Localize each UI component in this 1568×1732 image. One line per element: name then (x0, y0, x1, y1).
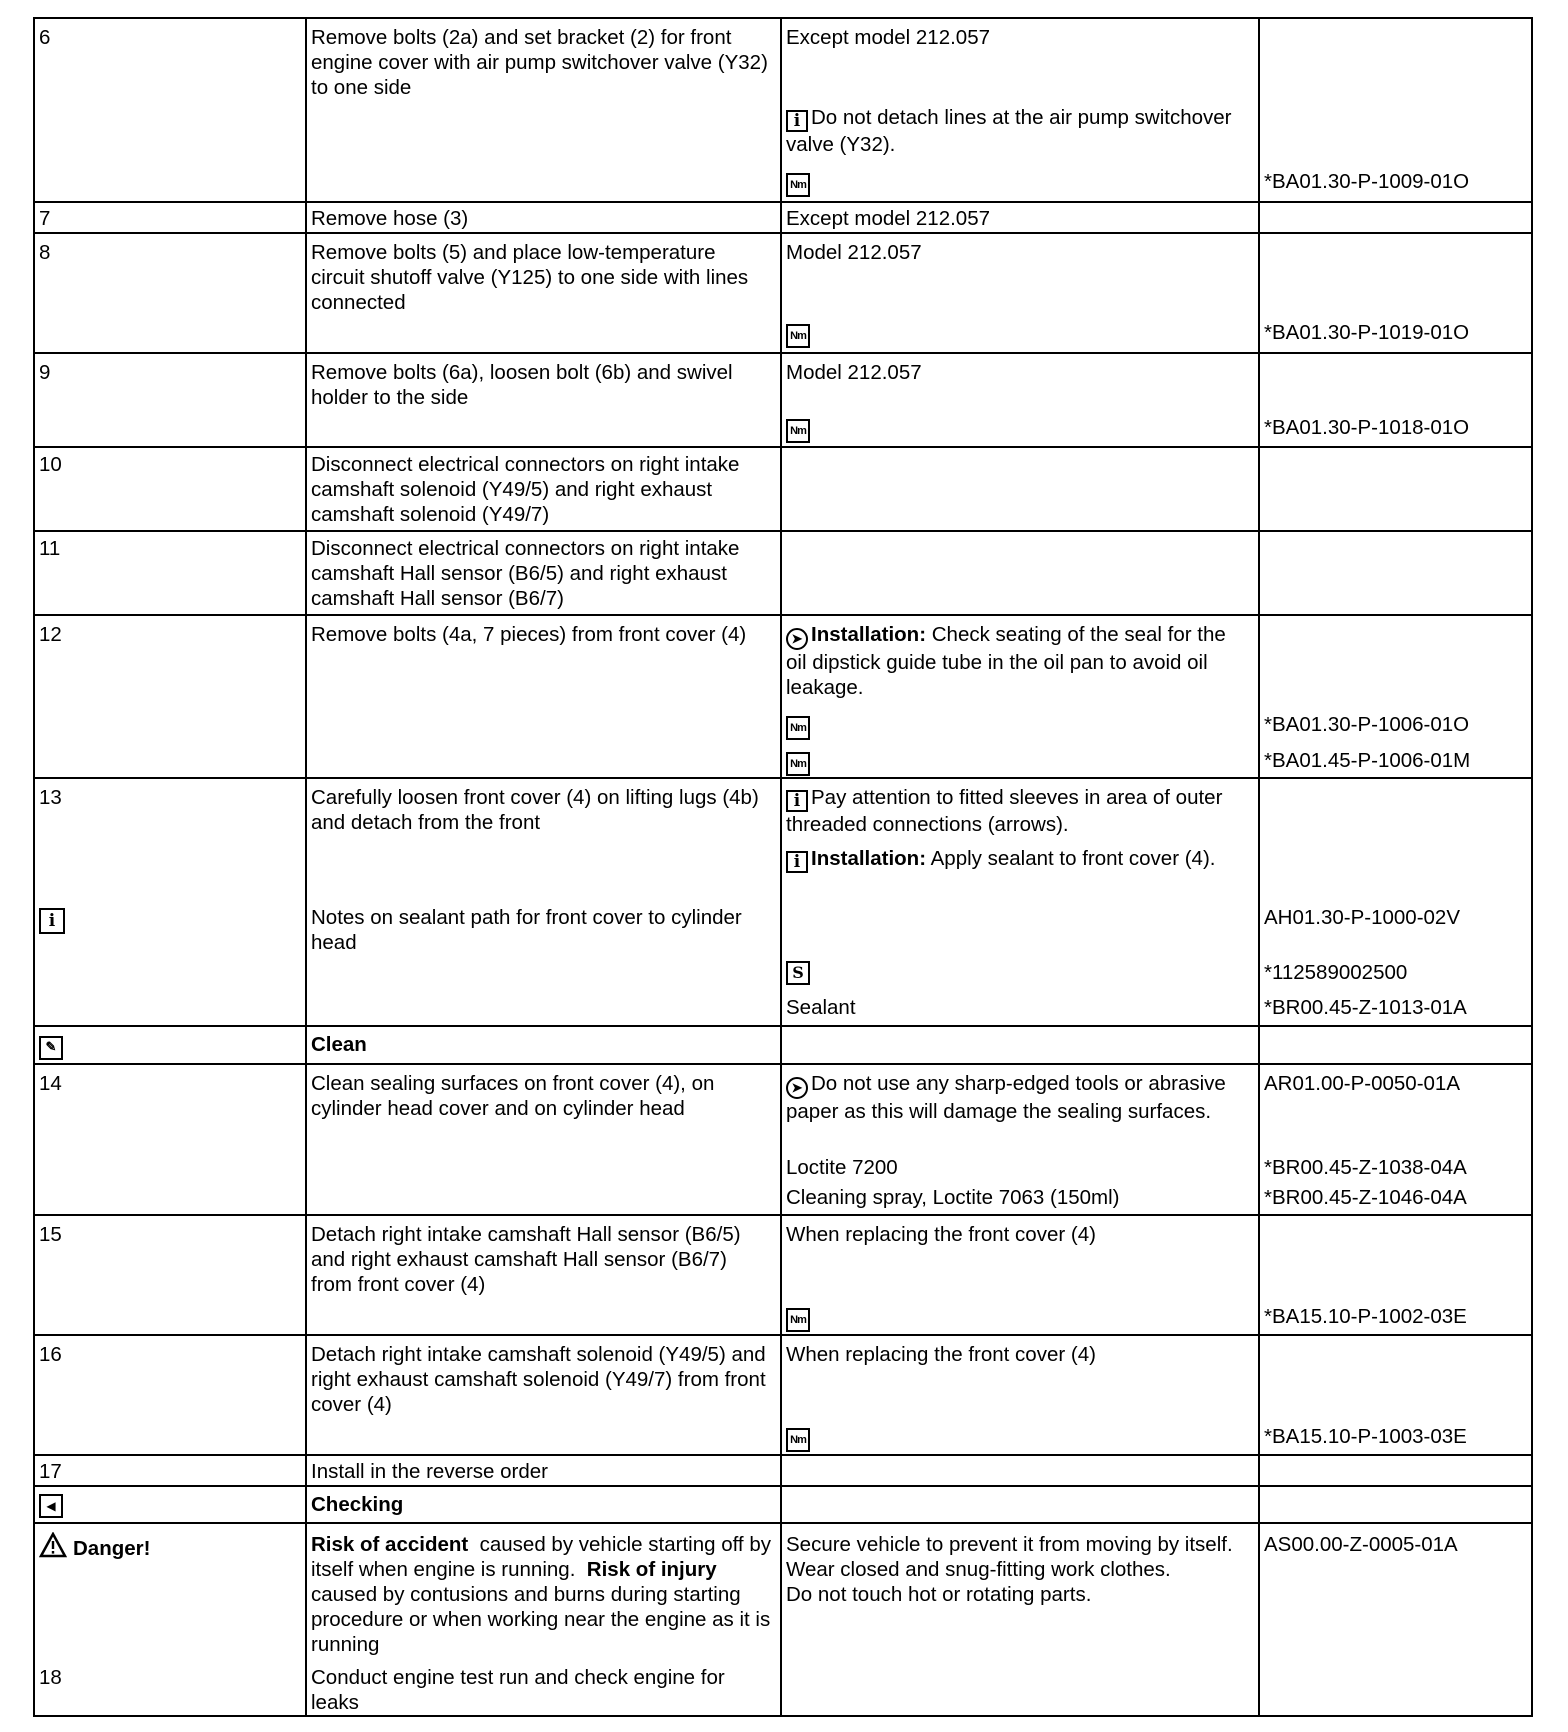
table-row (33, 1216, 1533, 1336)
material-text: Loctite 7200 (786, 1156, 898, 1179)
torque-icon[interactable]: Nm (786, 1308, 810, 1332)
reference-link[interactable]: *BA01.30-P-1009-01O (1264, 170, 1470, 193)
reference-link[interactable]: *BA01.45-P-1006-01M (1264, 749, 1471, 772)
action-text: Remove bolts (4a, 7 pieces) from front cover (4) (311, 623, 747, 646)
condition-text: Except model 212.057 (786, 207, 990, 230)
risk-label: Risk of injury (586, 1558, 717, 1581)
info-icon: i (786, 848, 808, 873)
reference-link[interactable]: *BA01.30-P-1006-01O (1264, 713, 1470, 736)
step-number: 18 (39, 1666, 62, 1689)
warning-triangle-icon (39, 1532, 67, 1564)
condition-text: When replacing the front cover (4) (786, 1343, 1096, 1366)
table-row (33, 17, 1533, 203)
step-number: 10 (39, 453, 62, 476)
info-icon: i (786, 787, 808, 812)
table-row (33, 1065, 1533, 1216)
torque-icon[interactable]: Nm (786, 716, 810, 740)
note-text: Pay attention to fitted sleeves in area of outer threaded connections (arrows). (786, 786, 1223, 836)
material-text: Sealant (786, 996, 856, 1019)
section-heading-row (33, 1027, 1533, 1065)
installation-label: Installation: (811, 623, 927, 646)
table-row (33, 1336, 1533, 1456)
risk-text: caused by vehicle starting off by itself when engine is running. (311, 1533, 771, 1581)
attention-icon: ➤ (786, 624, 808, 650)
reference-link[interactable]: *BR00.45-Z-1046-04A (1264, 1186, 1467, 1209)
reference-link[interactable]: AR01.00-P-0050-01A (1264, 1072, 1461, 1095)
step-number: 16 (39, 1343, 62, 1366)
reference-link[interactable]: *112589002500 (1264, 961, 1408, 984)
torque-icon[interactable]: Nm (786, 173, 810, 197)
action-text: Remove bolts (2a) and set bracket (2) for front engine cover with air pump switchover valve (Y32) to one side (311, 26, 768, 99)
condition-text: Model 212.057 (786, 361, 922, 384)
reference-link[interactable]: AH01.30-P-1000-02V (1264, 906, 1461, 929)
reference-link[interactable]: AS00.00-Z-0005-01A (1264, 1533, 1458, 1556)
condition-text: Model 212.057 (786, 241, 922, 264)
step-number: 15 (39, 1223, 62, 1246)
step-number: 8 (39, 241, 51, 264)
clean-icon: ✎ (39, 1036, 63, 1060)
table-row (33, 616, 1533, 779)
step-number: 17 (39, 1460, 62, 1483)
table-row (33, 1524, 1533, 1717)
step-number: 14 (39, 1072, 62, 1095)
note-text: Do not detach lines at the air pump switchover valve (Y32). (786, 106, 1232, 156)
procedure-table (33, 17, 1533, 1717)
action-text: Clean sealing surfaces on front cover (4), on cylinder head cover and on cylinder head (311, 1072, 715, 1120)
danger-label: Danger! (73, 1537, 151, 1560)
step-number: 12 (39, 623, 62, 646)
action-text: Conduct engine test run and check engine for leaks (311, 1666, 725, 1714)
installation-label: Installation: (811, 847, 927, 870)
action-text: Detach right intake camshaft solenoid (Y49/5) and right exhaust camshaft solenoid (Y49/7) from front cover (4) (311, 1343, 766, 1416)
action-text: Remove bolts (5) and place low-temperature circuit shutoff valve (Y125) to one side with lines connected (311, 241, 749, 314)
installation-text: Apply sealant to front cover (4). (930, 847, 1216, 870)
step-number: 9 (39, 361, 51, 384)
special-tool-icon[interactable]: S (786, 961, 810, 985)
torque-icon[interactable]: Nm (786, 1428, 810, 1452)
risk-label: Risk of accident (311, 1533, 469, 1556)
section-heading-row (33, 1487, 1533, 1524)
action-text: Carefully loosen front cover (4) on lifting lugs (4b) and detach from the front (311, 786, 759, 834)
table-row (33, 354, 1533, 448)
condition-text: When replacing the front cover (4) (786, 1223, 1096, 1246)
warning-text: Do not use any sharp-edged tools or abrasive paper as this will damage the sealing surfaces. (786, 1072, 1226, 1123)
table-row (33, 1456, 1533, 1487)
section-heading: Clean (311, 1033, 367, 1056)
material-text: Cleaning spray, Loctite 7063 (150ml) (786, 1186, 1120, 1209)
action-text: Remove hose (3) (311, 207, 469, 230)
condition-text: Except model 212.057 (786, 26, 990, 49)
table-row (33, 532, 1533, 616)
table-row (33, 448, 1533, 532)
action-text: Install in the reverse order (311, 1460, 549, 1483)
action-text: Disconnect electrical connectors on right intake camshaft Hall sensor (B6/5) and right exhaust camshaft Hall sensor (B6/7) (311, 537, 740, 610)
step-number: 13 (39, 786, 62, 809)
checking-icon: ◀ (39, 1494, 63, 1518)
risk-text: caused by contusions and burns during starting procedure or when working near the engine as it is running (311, 1583, 771, 1656)
reference-link[interactable]: *BA01.30-P-1018-01O (1264, 416, 1470, 439)
action-text: Notes on sealant path for front cover to cylinder head (311, 906, 742, 954)
reference-link[interactable]: *BA15.10-P-1003-03E (1264, 1425, 1467, 1448)
reference-link[interactable]: *BR00.45-Z-1013-01A (1264, 996, 1467, 1019)
safety-instructions: Secure vehicle to prevent it from moving by itself. Wear closed and snug-fitting work clothes. Do not touch hot or rotating parts. (786, 1533, 1233, 1606)
table-row (33, 779, 1533, 1027)
step-number: 6 (39, 26, 51, 49)
step-number: 11 (39, 537, 61, 560)
reference-link[interactable]: *BR00.45-Z-1038-04A (1264, 1156, 1467, 1179)
table-row (33, 203, 1533, 234)
info-icon: i (39, 907, 65, 934)
installation-text: Check seating of the seal for the oil dipstick guide tube in the oil pan to avoid oil leakage. (786, 623, 1226, 699)
action-text: Disconnect electrical connectors on right intake camshaft solenoid (Y49/5) and right exhaust camshaft solenoid (Y49/7) (311, 453, 740, 526)
reference-link[interactable]: *BA15.10-P-1002-03E (1264, 1305, 1467, 1328)
step-number: 7 (39, 207, 51, 230)
torque-icon[interactable]: Nm (786, 419, 810, 443)
action-text: Remove bolts (6a), loosen bolt (6b) and swivel holder to the side (311, 361, 733, 409)
section-heading: Checking (311, 1493, 404, 1516)
attention-icon: ➤ (786, 1073, 808, 1099)
torque-icon[interactable]: Nm (786, 324, 810, 348)
table-row (33, 234, 1533, 354)
reference-link[interactable]: *BA01.30-P-1019-01O (1264, 321, 1470, 344)
torque-icon[interactable]: Nm (786, 752, 810, 776)
action-text: Detach right intake camshaft Hall sensor (B6/5) and right exhaust camshaft Hall sensor (B6/7) from front cover (4) (311, 1223, 741, 1296)
info-icon: i (786, 107, 808, 132)
